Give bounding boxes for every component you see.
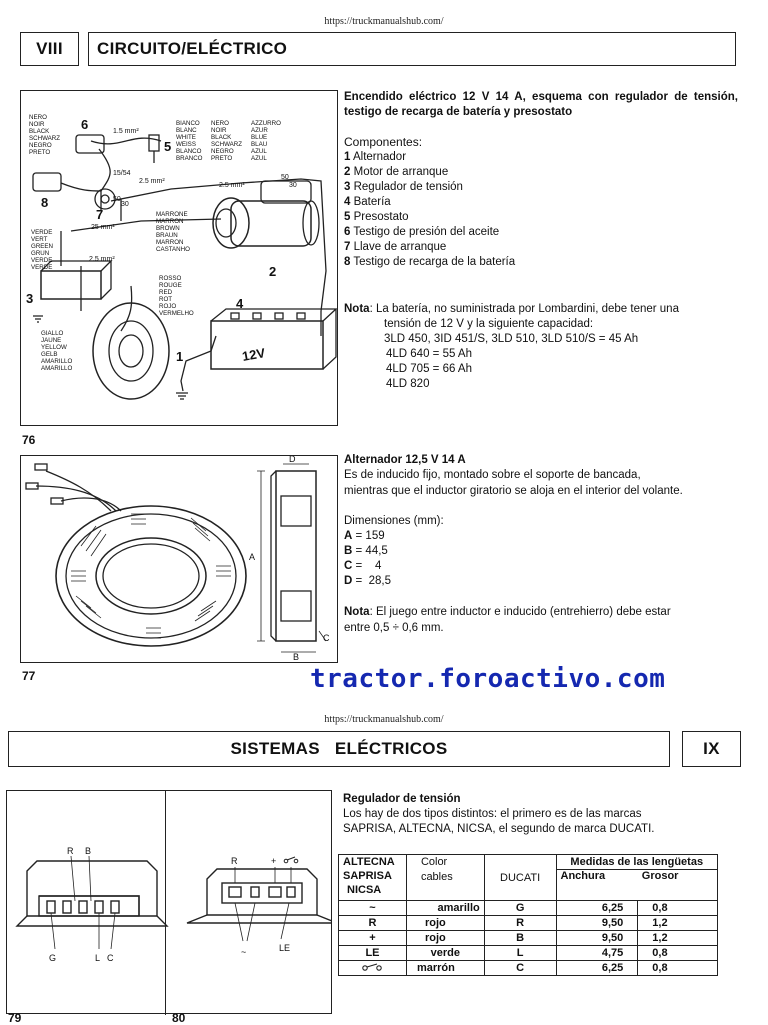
fig80-label-plus: + [271, 856, 277, 866]
fig80-label-le: LE [279, 943, 291, 953]
regulator-title: Regulador de tensión [343, 793, 461, 805]
header-grosor: Grosor [638, 870, 718, 901]
component-item: 3 Regulador de tensión [344, 181, 463, 193]
alternator-svg [21, 456, 337, 662]
svg-text:AZZURRO: AZZURRO [251, 120, 281, 127]
fig79-label-r: R [67, 846, 74, 856]
fig79-label-g: G [49, 953, 57, 963]
header-color: Color cables [406, 855, 484, 901]
svg-text:ROSSO: ROSSO [159, 275, 182, 282]
header-brand: ALTECNA SAPRISA NICSA [339, 855, 407, 901]
fig80-switch-symbol [284, 857, 298, 863]
svg-text:7: 7 [96, 207, 104, 222]
svg-text:50: 50 [281, 174, 289, 181]
table-row: R rojo R 9,50 1,2 [339, 916, 718, 931]
component-item: 4 Batería [344, 196, 391, 208]
figure-number-79: 79 [8, 1011, 22, 1025]
battery-note-cont: tensión de 12 V y la siguiente capacidad: [384, 318, 594, 330]
section-number-box-2 [682, 731, 741, 767]
wiring-diagram-svg [21, 91, 337, 425]
wiring-diagram-figure [20, 90, 338, 426]
svg-text:6: 6 [81, 117, 89, 132]
component-item: 6 Testigo de presión del aceite [344, 226, 500, 238]
switch-icon [339, 961, 407, 976]
airgap-note: Nota: El juego entre inductor e inducido (entrehierro) debe estar [344, 606, 671, 618]
battery-note: Nota: La batería, no suministrada por Lombardini, debe tener una [344, 303, 679, 315]
section-number-2: IX [703, 739, 720, 758]
dim-label-b: B [293, 652, 300, 662]
svg-text:30: 30 [121, 201, 129, 208]
svg-text:VERDE: VERDE [31, 229, 53, 236]
component-item: 8 Testigo de recarga de la batería [344, 256, 516, 268]
svg-text:PRETO: PRETO [29, 149, 51, 156]
svg-text:NOIR: NOIR [29, 121, 45, 128]
svg-text:2.5 mm²: 2.5 mm² [139, 178, 165, 185]
svg-text:BRAUN: BRAUN [156, 232, 178, 239]
svg-text:3: 3 [26, 291, 34, 306]
svg-text:MARRON: MARRON [156, 239, 184, 246]
capacity-item: 4LD 705 = 66 Ah [386, 363, 473, 375]
svg-text:AZUL: AZUL [251, 155, 267, 162]
svg-text:ROT: ROT [159, 296, 173, 303]
components-heading: Componentes: [344, 135, 423, 149]
svg-text:1: 1 [176, 349, 184, 364]
dimensions-list [344, 529, 391, 589]
svg-text:GIALLO: GIALLO [41, 330, 64, 337]
section-number-box [20, 32, 79, 66]
svg-text:YELLOW: YELLOW [41, 344, 67, 351]
svg-text:SCHWARZ: SCHWARZ [211, 141, 243, 148]
regulator-figures-svg [7, 791, 331, 1013]
svg-text:VERMELHO: VERMELHO [159, 310, 194, 317]
section-title: CIRCUITO/ELÉCTRICO [97, 39, 288, 58]
watermark-link[interactable]: tractor.foroactivo.com [310, 664, 666, 694]
table-row: LE verde L 4,75 0,8 [339, 946, 718, 961]
svg-text:BLAU: BLAU [251, 141, 268, 148]
fig80-label-tilde: ~ [241, 947, 247, 957]
capacity-item: 4LD 820 [386, 378, 430, 390]
svg-text:JAUNE: JAUNE [41, 337, 62, 344]
svg-text:MARRON: MARRON [156, 218, 184, 225]
table-row: + rojo B 9,50 1,2 [339, 931, 718, 946]
section-title-box [88, 32, 736, 66]
svg-text:BLACK: BLACK [29, 128, 50, 135]
svg-text:RED: RED [159, 289, 173, 296]
capacity-item: 4LD 640 = 55 Ah [386, 348, 473, 360]
svg-text:8: 8 [41, 195, 49, 210]
dim-label-d: D [289, 456, 296, 464]
svg-text:SCHWARZ: SCHWARZ [29, 135, 61, 142]
svg-text:4: 4 [236, 296, 244, 311]
svg-text:BIANCO: BIANCO [176, 120, 200, 127]
airgap-note-cont: entre 0,5 ÷ 0,6 mm. [344, 622, 444, 634]
table-row: marrón C 6,25 0,8 [339, 961, 718, 976]
header-ducati: DUCATI [484, 855, 556, 901]
section-title-box-2 [8, 731, 670, 767]
svg-text:VERT: VERT [31, 236, 48, 243]
svg-text:WEISS: WEISS [176, 141, 196, 148]
svg-text:BLUE: BLUE [251, 134, 268, 141]
svg-text:AZUR: AZUR [251, 127, 268, 134]
svg-text:15/54: 15/54 [113, 170, 131, 177]
ignition-title: Encendido eléctrico 12 V 14 A, esquema con regulador de tensión, testigo de recarga de batería y presostato [344, 91, 738, 118]
wire-labels [29, 114, 281, 372]
fig79-label-b: B [85, 846, 92, 856]
svg-text:12V: 12V [240, 345, 267, 364]
dimension-item: D = 28,5 [344, 575, 391, 587]
section-number: VIII [36, 39, 63, 58]
regulator-desc-1: Los hay de dos tipos distintos: el primero es de las marcas [343, 808, 642, 820]
svg-text:GELB: GELB [41, 351, 58, 358]
source-url-top[interactable]: https://truckmanualshub.com/ [324, 16, 444, 27]
svg-text:NERO: NERO [211, 120, 229, 127]
svg-text:BLANC: BLANC [176, 127, 197, 134]
svg-text:50: 50 [113, 196, 121, 203]
dimensions-heading: Dimensiones (mm): [344, 515, 444, 527]
fig79-label-l: L [95, 953, 101, 963]
fig80-label-r: R [231, 856, 238, 866]
svg-text:VERDE: VERDE [31, 257, 53, 264]
svg-text:BLACK: BLACK [211, 134, 232, 141]
component-item: 2 Motor de arranque [344, 166, 449, 178]
svg-text:VERDE: VERDE [31, 264, 53, 271]
svg-text:2.5 mm²: 2.5 mm² [89, 256, 115, 263]
header-anchura: Anchura [556, 870, 638, 901]
figure-divider [165, 791, 166, 1015]
dimension-item: A = 159 [344, 530, 385, 542]
svg-text:AMARILLO: AMARILLO [41, 365, 73, 372]
svg-text:NEGRO: NEGRO [29, 142, 52, 149]
regulator-desc-2: SAPRISA, ALTECNA, NICSA, el segundo de marca DUCATI. [343, 823, 655, 835]
svg-text:ROUGE: ROUGE [159, 282, 182, 289]
svg-text:NEGRO: NEGRO [211, 148, 234, 155]
svg-text:AMARILLO: AMARILLO [41, 358, 73, 365]
svg-text:2.5 mm²: 2.5 mm² [219, 182, 245, 189]
capacity-item: 3LD 450, 3ID 451/S, 3LD 510, 3LD 510/S = 45 Ah [384, 333, 639, 345]
svg-text:30: 30 [289, 182, 297, 189]
svg-text:2: 2 [269, 264, 277, 279]
svg-text:5: 5 [164, 139, 172, 154]
alternator-desc-1: Es de inducido fijo, montado sobre el soporte de bancada, [344, 469, 641, 481]
svg-text:GRUN: GRUN [31, 250, 50, 257]
dim-label-a: A [249, 552, 256, 562]
component-item: 5 Presostato [344, 211, 409, 223]
svg-text:BRANCO: BRANCO [176, 155, 203, 162]
alternator-desc-2: mientras que el inductor giratorio se aloja en el interior del volante. [344, 485, 683, 497]
svg-text:WHITE: WHITE [176, 134, 196, 141]
svg-text:MARRONE: MARRONE [156, 211, 188, 218]
dimension-item: C = 4 [344, 560, 382, 572]
capacity-list [384, 332, 638, 392]
component-item: 7 Llave de arranque [344, 241, 447, 253]
figure-number-77: 77 [22, 669, 36, 683]
header-medidas: Medidas de las lengüetas [556, 855, 717, 870]
svg-text:BROWN: BROWN [156, 225, 180, 232]
section-title-2: SISTEMAS ELÉCTRICOS [230, 739, 448, 758]
figure-number-76: 76 [22, 433, 36, 447]
alternator-figure [20, 455, 338, 663]
alternator-title: Alternador 12,5 V 14 A [344, 454, 466, 466]
terminal-spec-table [338, 854, 718, 976]
fig79-label-c: C [107, 953, 114, 963]
svg-text:NOIR: NOIR [211, 127, 227, 134]
components-list [344, 150, 515, 270]
svg-text:1.5 mm²: 1.5 mm² [113, 128, 139, 135]
svg-text:NERO: NERO [29, 114, 47, 121]
dimension-item: B = 44,5 [344, 545, 388, 557]
regulator-figures-panel [6, 790, 332, 1014]
diagram-callouts [26, 117, 276, 364]
table-row: ~ amarillo G 6,25 0,8 [339, 901, 718, 916]
source-url-mid[interactable]: https://truckmanualshub.com/ [324, 714, 444, 725]
svg-text:CASTANHO: CASTANHO [156, 246, 190, 253]
figure-number-80: 80 [172, 1011, 186, 1025]
svg-text:25 mm²: 25 mm² [91, 224, 115, 231]
svg-text:ROJO: ROJO [159, 303, 177, 310]
svg-text:BLANCO: BLANCO [176, 148, 202, 155]
svg-text:GREEN: GREEN [31, 243, 54, 250]
dim-label-c: C [323, 633, 330, 643]
component-item: 1 Alternador [344, 151, 407, 163]
svg-text:PRETO: PRETO [211, 155, 233, 162]
svg-text:AZUL: AZUL [251, 148, 267, 155]
